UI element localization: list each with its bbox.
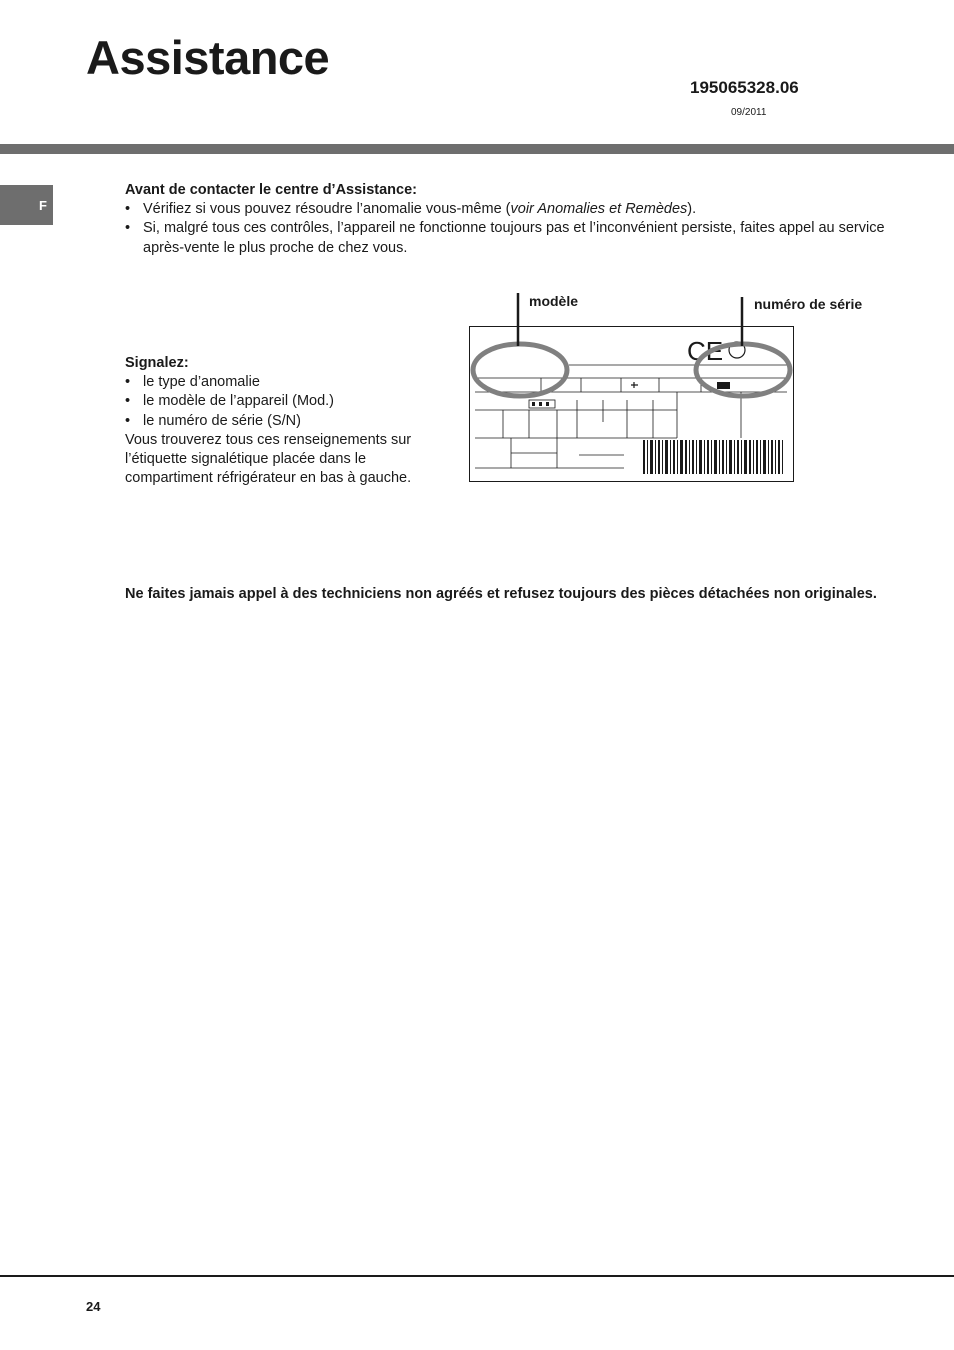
serial-highlight [696,344,790,396]
rating-plate-diagram [469,292,799,486]
footer-rule [0,1275,954,1277]
cross-reference-link: voir Anomalies et Remèdes [510,201,688,218]
language-tab-label: F [39,197,47,213]
report-section [125,354,455,488]
report-heading: Signalez: [125,355,189,371]
model-highlight [473,344,567,396]
before-contact-item-2: • Si, malgré tous ces contrôles, l’appareil ne fonctionne toujours pas et l’inconvénient persiste, faites appel au service après-vente le plus proche de chez vous. [125,219,885,257]
plate-rules [475,365,787,468]
report-item-2: • le modèle de l’appareil (Mod.) [125,392,455,411]
page-title: Assistance [86,31,330,84]
before-contact-item-1-post: ). [687,201,697,218]
document-date: 09/2011 [731,107,767,118]
warning-text: Ne faites jamais appel à des techniciens non agréés et refusez toujours des pièces détachées non originales. [125,586,877,602]
battery-icon [717,382,730,389]
before-contact-heading: Avant de contacter le centre d’Assistance: [125,182,417,198]
before-contact-section [125,181,885,258]
ce-mark: CE [687,336,724,366]
barcode [643,440,783,474]
plug-icon [631,382,638,388]
report-item-3: • le numéro de série (S/N) [125,412,455,431]
language-tab [0,185,53,225]
page-number: 24 [86,1299,101,1314]
before-contact-item-1 [125,200,885,219]
document-code: 195065328.06 [690,78,799,97]
report-item-1: • le type d’anomalie [125,373,455,392]
before-contact-item-1-pre: Vérifiez si vous pouvez résoudre l’anomalie vous-même ( [143,201,511,218]
serial-callout-label: numéro de série [754,296,863,312]
header-rule [0,144,954,154]
model-callout-label: modèle [529,293,579,309]
report-note: Vous trouverez tous ces renseignements sur l’étiquette signalétique placée dans le compartiment réfrigérateur en bas à gauche. [125,431,412,487]
